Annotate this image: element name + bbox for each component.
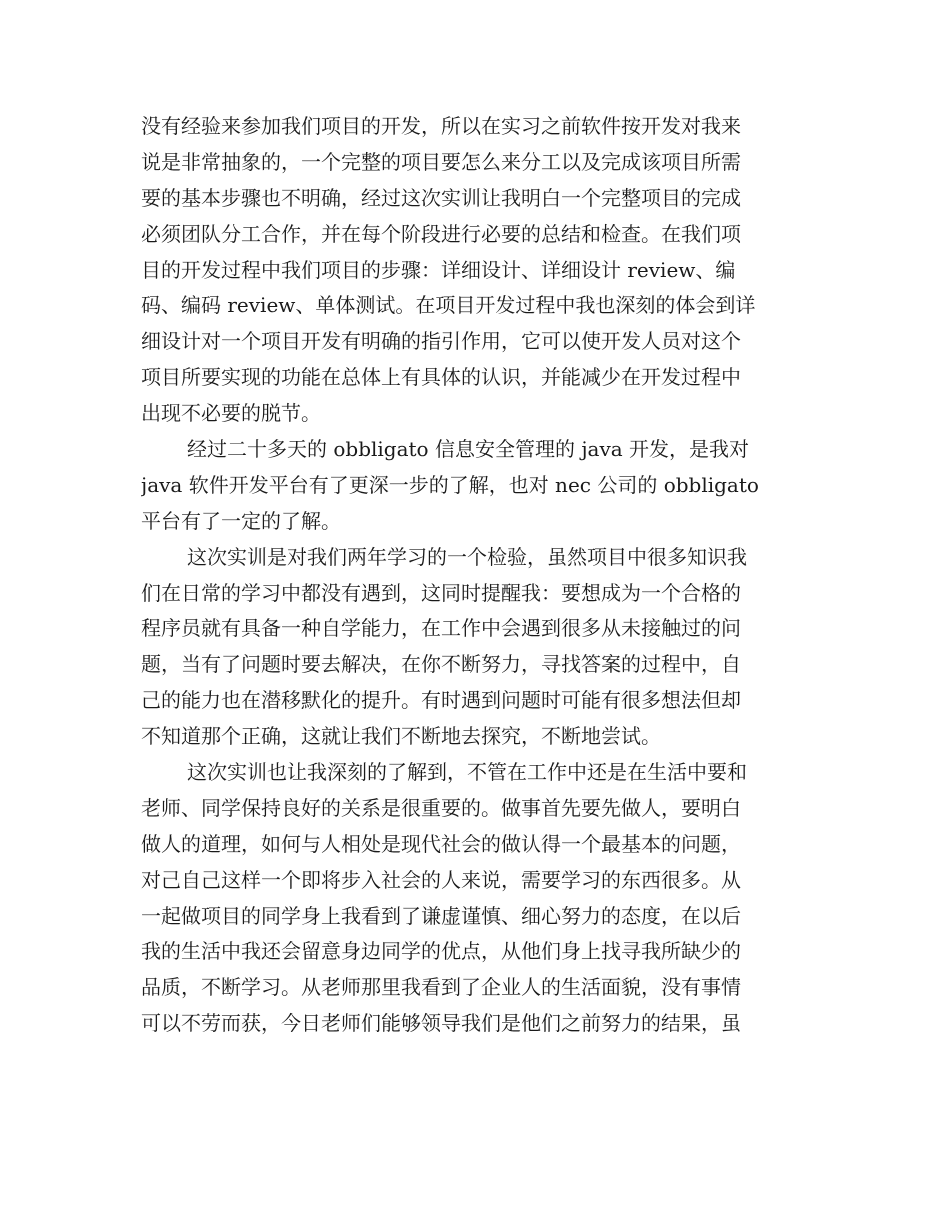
text-line: 己的能力也在潜移默化的提升。有时遇到问题时可能有很多想法但却 xyxy=(141,688,741,713)
paragraph-first-line: 这次实训是对我们两年学习的一个检验，虽然项目中很多知识我 xyxy=(187,544,747,569)
text-line: 要的基本步骤也不明确，经过这次实训让我明白一个完整项目的完成 xyxy=(141,185,741,210)
text-line: 题，当有了问题时要去解决，在你不断努力，寻找答案的过程中，自 xyxy=(141,652,741,677)
text-line: 品质，不断学习。从老师那里我看到了企业人的生活面貌，没有事情 xyxy=(141,975,741,1000)
text-line: 目的开发过程中我们项目的步骤：详细设计、详细设计 review、编 xyxy=(141,257,736,282)
text-line: 们在日常的学习中都没有遇到，这同时提醒我：要想成为一个合格的 xyxy=(141,580,741,605)
text-line: 我的生活中我还会留意身边同学的优点，从他们身上找寻我所缺少的 xyxy=(141,939,741,964)
paragraph-first-line: 这次实训也让我深刻的了解到，不管在工作中还是在生活中要和 xyxy=(187,760,747,785)
text-line: 没有经验来参加我们项目的开发，所以在实习之前软件按开发对我来 xyxy=(141,114,741,138)
body-text xyxy=(141,109,801,1042)
text-line: 一起做项目的同学身上我看到了谦虚谨慎、细心努力的态度，在以后 xyxy=(141,903,741,928)
text-line: 程序员就有具备一种自学能力，在工作中会遇到很多从未接触过的问 xyxy=(141,616,741,641)
text-line: 做人的道理，如何与人相处是现代社会的做认得一个最基本的问题， xyxy=(141,831,741,856)
text-line: 不知道那个正确，这就让我们不断地去探究，不断地尝试。 xyxy=(141,724,661,749)
text-line: 平台有了一定的了解。 xyxy=(141,508,341,533)
text-line: 出现不必要的脱节。 xyxy=(141,401,321,426)
text-line: 老师、同学保持良好的关系是很重要的。做事首先要先做人，要明白 xyxy=(141,795,741,820)
text-line: 码、编码 review、单体测试。在项目开发过程中我也深刻的体会到详 xyxy=(141,293,756,318)
text-line: 对己自己这样一个即将步入社会的人来说，需要学习的东西很多。从 xyxy=(141,867,741,892)
text-line: 说是非常抽象的，一个完整的项目要怎么来分工以及完成该项目所需 xyxy=(141,149,741,174)
paragraph-first-line: 经过二十多天的 obbligato 信息安全管理的 java 开发，是我对 xyxy=(187,437,750,462)
text-line: 必须团队分工合作，并在每个阶段进行必要的总结和检查。在我们项 xyxy=(141,221,741,246)
text-line: java 软件开发平台有了更深一步的了解，也对 nec 公司的 obbligato xyxy=(141,472,759,497)
text-line: 可以不劳而获，今日老师们能够领导我们是他们之前努力的结果，虽 xyxy=(141,1011,741,1036)
text-line: 项目所要实现的功能在总体上有具体的认识，并能减少在开发过程中 xyxy=(141,365,741,390)
text-line: 细设计对一个项目开发有明确的指引作用，它可以使开发人员对这个 xyxy=(141,329,741,354)
